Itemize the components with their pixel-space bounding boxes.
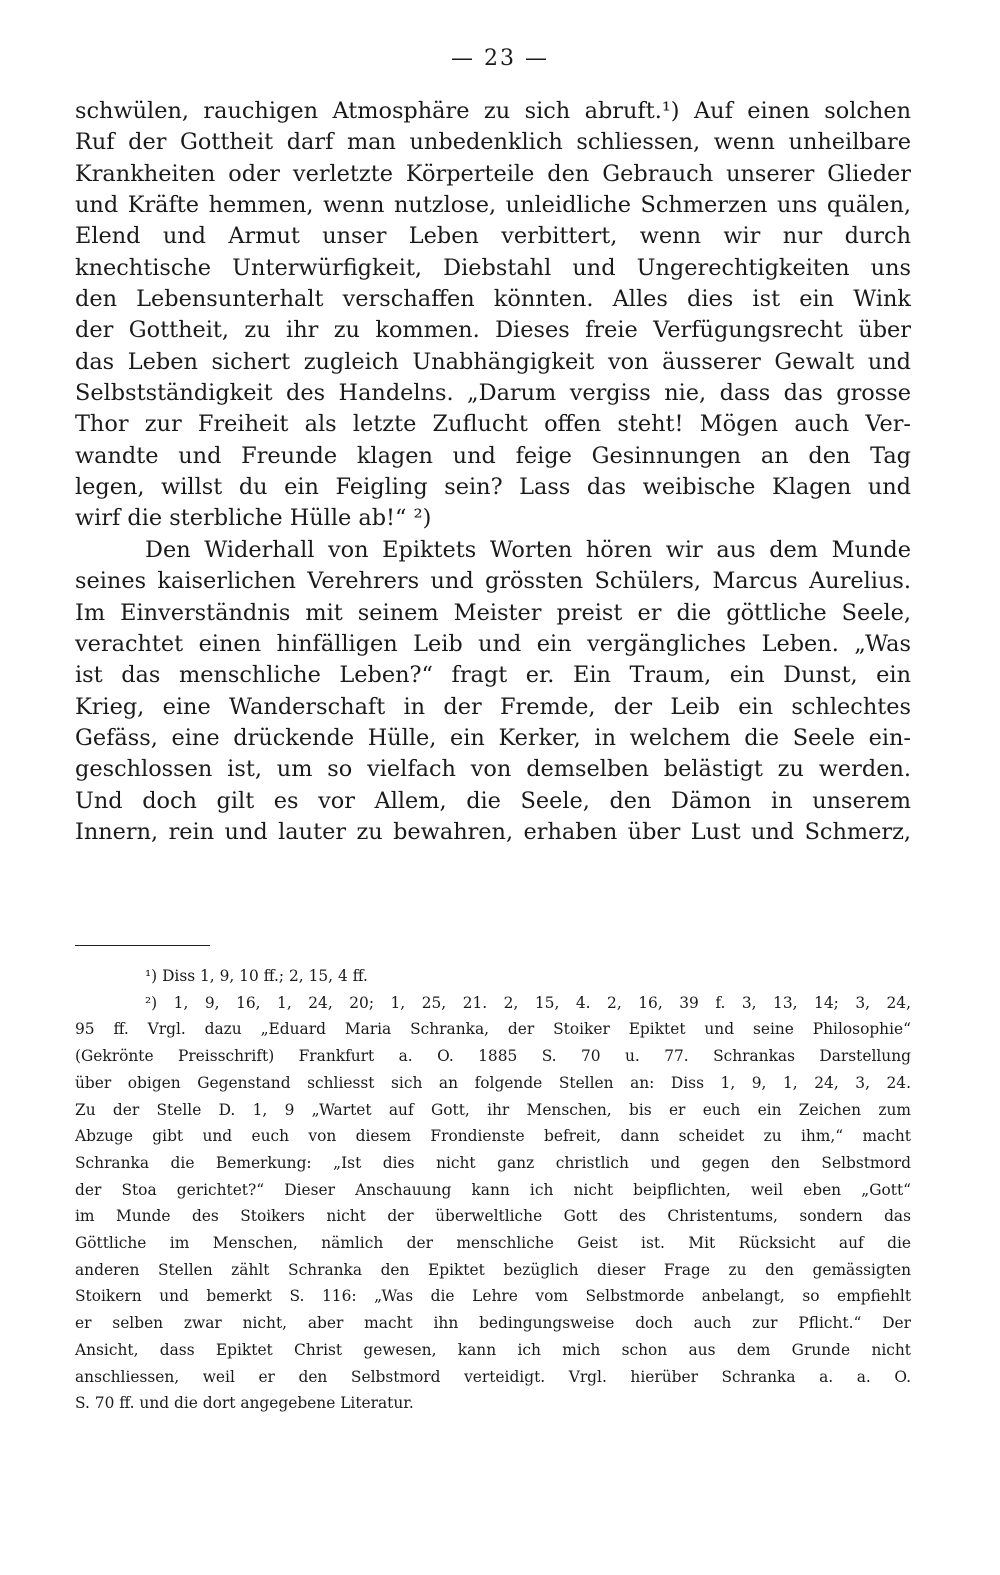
text-line: Und doch gilt es vor Allem, die Seele, den Dämon in unserem [75, 787, 911, 814]
text-line: legen, willst du ein Feigling sein? Lass das weibische Klagen und [75, 474, 911, 501]
text-line: das Leben sichert zugleich Unabhängigkeit von äusserer Gewalt und [75, 348, 911, 375]
footnote-line: im Munde des Stoikers nicht der überweltliche Gott des Christentums, sondern das [75, 1207, 911, 1226]
footnote-line: Abzuge gibt und euch von diesem Frondienste befreit, dann scheidet zu ihm,“ macht [75, 1127, 911, 1146]
text-line: Innern, rein und lauter zu bewahren, erhaben über Lust und Schmerz, [75, 818, 911, 845]
main-text [75, 96, 911, 848]
text-line: geschlossen ist, um so vielfach von demselben belästigt zu werden. [75, 756, 911, 783]
text-line: Ruf der Gottheit darf man unbedenklich schliessen, wenn unheilbare [75, 129, 911, 156]
footnote-line: Göttliche im Menschen, nämlich der menschliche Geist ist. Mit Rücksicht auf die [75, 1234, 911, 1253]
footnote-line: S. 70 ff. und die dort angegebene Literatur. [75, 1394, 414, 1413]
text-line: Im Einverständnis mit seinem Meister preist er die göttliche Seele, [75, 599, 911, 626]
page-number: — 23 — [451, 46, 549, 71]
footnote-line: über obigen Gegenstand schliesst sich an folgende Stellen an: Diss 1, 9, 1, 24, 3, 24. [75, 1073, 911, 1092]
footnote-line: Zu der Stelle D. 1, 9 „Wartet auf Gott, ihr Menschen, bis er euch ein Zeichen zum [75, 1100, 911, 1119]
text-line: der Gottheit, zu ihr zu kommen. Dieses freie Verfügungsrecht über [75, 317, 911, 344]
footnote-line: anschliessen, weil er den Selbstmord verteidigt. Vrgl. hierüber Schranka a. a. O. [75, 1367, 911, 1386]
text-line: Krankheiten oder verletzte Körperteile den Gebrauch unserer Glieder [75, 160, 911, 187]
text-line: seines kaiserlichen Verehrers und grössten Schülers, Marcus Aurelius. [75, 568, 911, 595]
text-line: Thor zur Freiheit als letzte Zuflucht offen steht! Mögen auch Ver- [75, 411, 911, 438]
text-line: wandte und Freunde klagen und feige Gesinnungen an den Tag [75, 442, 911, 469]
text-line: Krieg, eine Wanderschaft in der Fremde, der Leib ein schlechtes [75, 693, 911, 720]
text-line: schwülen, rauchigen Atmosphäre zu sich abruft.¹) Auf einen solchen [75, 98, 911, 124]
footnote-line: Ansicht, dass Epiktet Christ gewesen, kann ich mich schon aus dem Grunde nicht [75, 1340, 911, 1359]
text-line: Gefäss, eine drückende Hülle, ein Kerker, in welchem die Seele ein- [75, 724, 911, 751]
text-line: Selbstständigkeit des Handelns. „Darum vergiss nie, dass das grosse [75, 380, 911, 407]
footnote-line: er selben zwar nicht, aber macht ihn bedingungsweise doch auch zur Pflicht.“ Der [75, 1314, 911, 1333]
text-line: Den Widerhall von Epiktets Worten hören wir aus dem Munde [145, 536, 911, 563]
footnote-line: (Gekrönte Preisschrift) Frankfurt a. O. 1885 S. 70 u. 77. Schrankas Darstellung [75, 1047, 911, 1066]
text-line: ist das menschliche Leben?“ fragt er. Ein Traum, ein Dunst, ein [75, 662, 911, 689]
footnote-line: Schranka die Bemerkung: „Ist dies nicht ganz christlich und gegen den Selbstmord [75, 1153, 911, 1172]
text-line: den Lebensunterhalt verschaffen könnten. Alles dies ist ein Wink [75, 286, 911, 313]
footnote-line: 95 ff. Vrgl. dazu „Eduard Maria Schranka, der Stoiker Epiktet und seine Philosophie“ [75, 1020, 911, 1039]
footnote-line: der Stoa gerichtet?“ Dieser Anschauung kann ich nicht beipflichten, weil eben „Gott“ [75, 1180, 911, 1199]
text-line: Elend und Armut unser Leben verbittert, wenn wir nur durch [75, 223, 911, 250]
footnote-line: anderen Stellen zählt Schranka den Epiktet bezüglich dieser Frage zu den gemässigten [75, 1260, 911, 1279]
footnote-separator [75, 945, 210, 946]
footnote-line: Stoikern und bemerkt S. 116: „Was die Lehre vom Selbstmorde anbelangt, so empfiehlt [75, 1287, 911, 1306]
text-line: verachtet einen hinfälligen Leib und ein vergängliches Leben. „Was [75, 630, 911, 657]
text-line: knechtische Unterwürfigkeit, Diebstahl und Ungerechtigkeiten uns [75, 254, 911, 281]
footnote-line: ²) 1, 9, 16, 1, 24, 20; 1, 25, 21. 2, 15, 4. 2, 16, 39 f. 3, 13, 14; 3, 24, [145, 993, 911, 1012]
footnotes [75, 963, 911, 1417]
text-line: und Kräfte hemmen, wenn nutzlose, unleidliche Schmerzen uns quälen, [75, 192, 911, 219]
text-line: wirf die sterbliche Hülle ab!“ ²) [75, 505, 432, 532]
footnote-line: ¹) Diss 1, 9, 10 ff.; 2, 15, 4 ff. [145, 967, 368, 985]
